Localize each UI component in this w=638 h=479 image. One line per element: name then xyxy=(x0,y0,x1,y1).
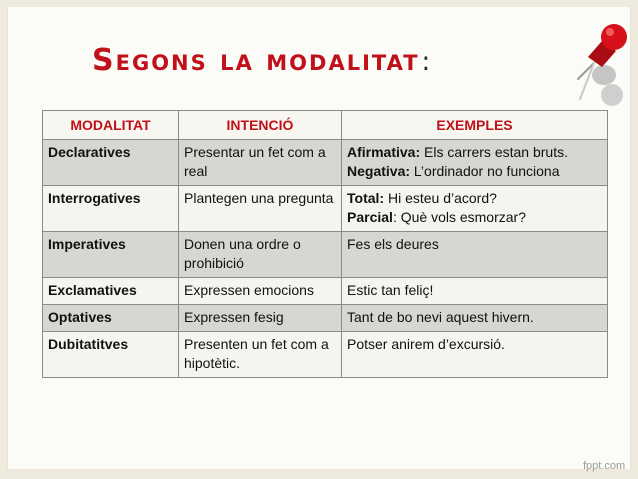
modality-cell: Exclamatives xyxy=(43,278,179,305)
table-row xyxy=(43,332,608,378)
example-cell: Fes els deures xyxy=(342,232,608,278)
table-row xyxy=(43,232,608,278)
intention-cell: Plantegen una pregunta xyxy=(179,186,342,232)
modality-cell: Imperatives xyxy=(43,232,179,278)
example-cell xyxy=(342,140,608,186)
intention-cell: Donen una ordre o prohibició xyxy=(179,232,342,278)
example-text: : Què vols esmorzar? xyxy=(392,209,526,225)
table-row xyxy=(43,186,608,232)
intention-cell: Expressen fesig xyxy=(179,305,342,332)
example-cell xyxy=(342,186,608,232)
table-row xyxy=(43,140,608,186)
title-colon: : xyxy=(421,47,433,77)
table-header-row xyxy=(43,111,608,140)
example-cell: Estic tan feliç! xyxy=(342,278,608,305)
modality-cell: Dubitatitves xyxy=(43,332,179,378)
slide-title-text: Segons la modalitat xyxy=(92,43,420,78)
example-label: Total: xyxy=(347,190,385,206)
modality-cell: Declaratives xyxy=(43,140,179,186)
modality-table xyxy=(42,110,608,378)
footer-brand: fppt.com xyxy=(583,460,626,472)
intention-cell: Expressen emocions xyxy=(179,278,342,305)
header-intencio: INTENCIÓ xyxy=(179,111,342,140)
header-modalitat: MODALITAT xyxy=(43,111,179,140)
pushpin-icon xyxy=(568,17,638,117)
example-text: Hi esteu d’acord? xyxy=(384,190,497,206)
example-cell: Potser anirem d’excursió. xyxy=(342,332,608,378)
example-cell: Tant de bo nevi aquest hivern. xyxy=(342,305,608,332)
example-text: L’ordinador no funciona xyxy=(410,163,560,179)
example-label: Parcial xyxy=(347,209,393,225)
header-exemples: EXEMPLES xyxy=(342,111,608,140)
intention-cell: Presenten un fet com a hipotètic. xyxy=(179,332,342,378)
modality-cell: Interrogatives xyxy=(43,186,179,232)
example-label: Negativa: xyxy=(347,163,411,179)
example-label: Afirmativa: xyxy=(347,144,421,160)
example-text: Els carrers estan bruts. xyxy=(420,144,568,160)
table-row xyxy=(43,278,608,305)
table-row xyxy=(43,305,608,332)
slide-title xyxy=(92,43,432,78)
intention-cell: Presentar un fet com a real xyxy=(179,140,342,186)
modality-cell: Optatives xyxy=(43,305,179,332)
